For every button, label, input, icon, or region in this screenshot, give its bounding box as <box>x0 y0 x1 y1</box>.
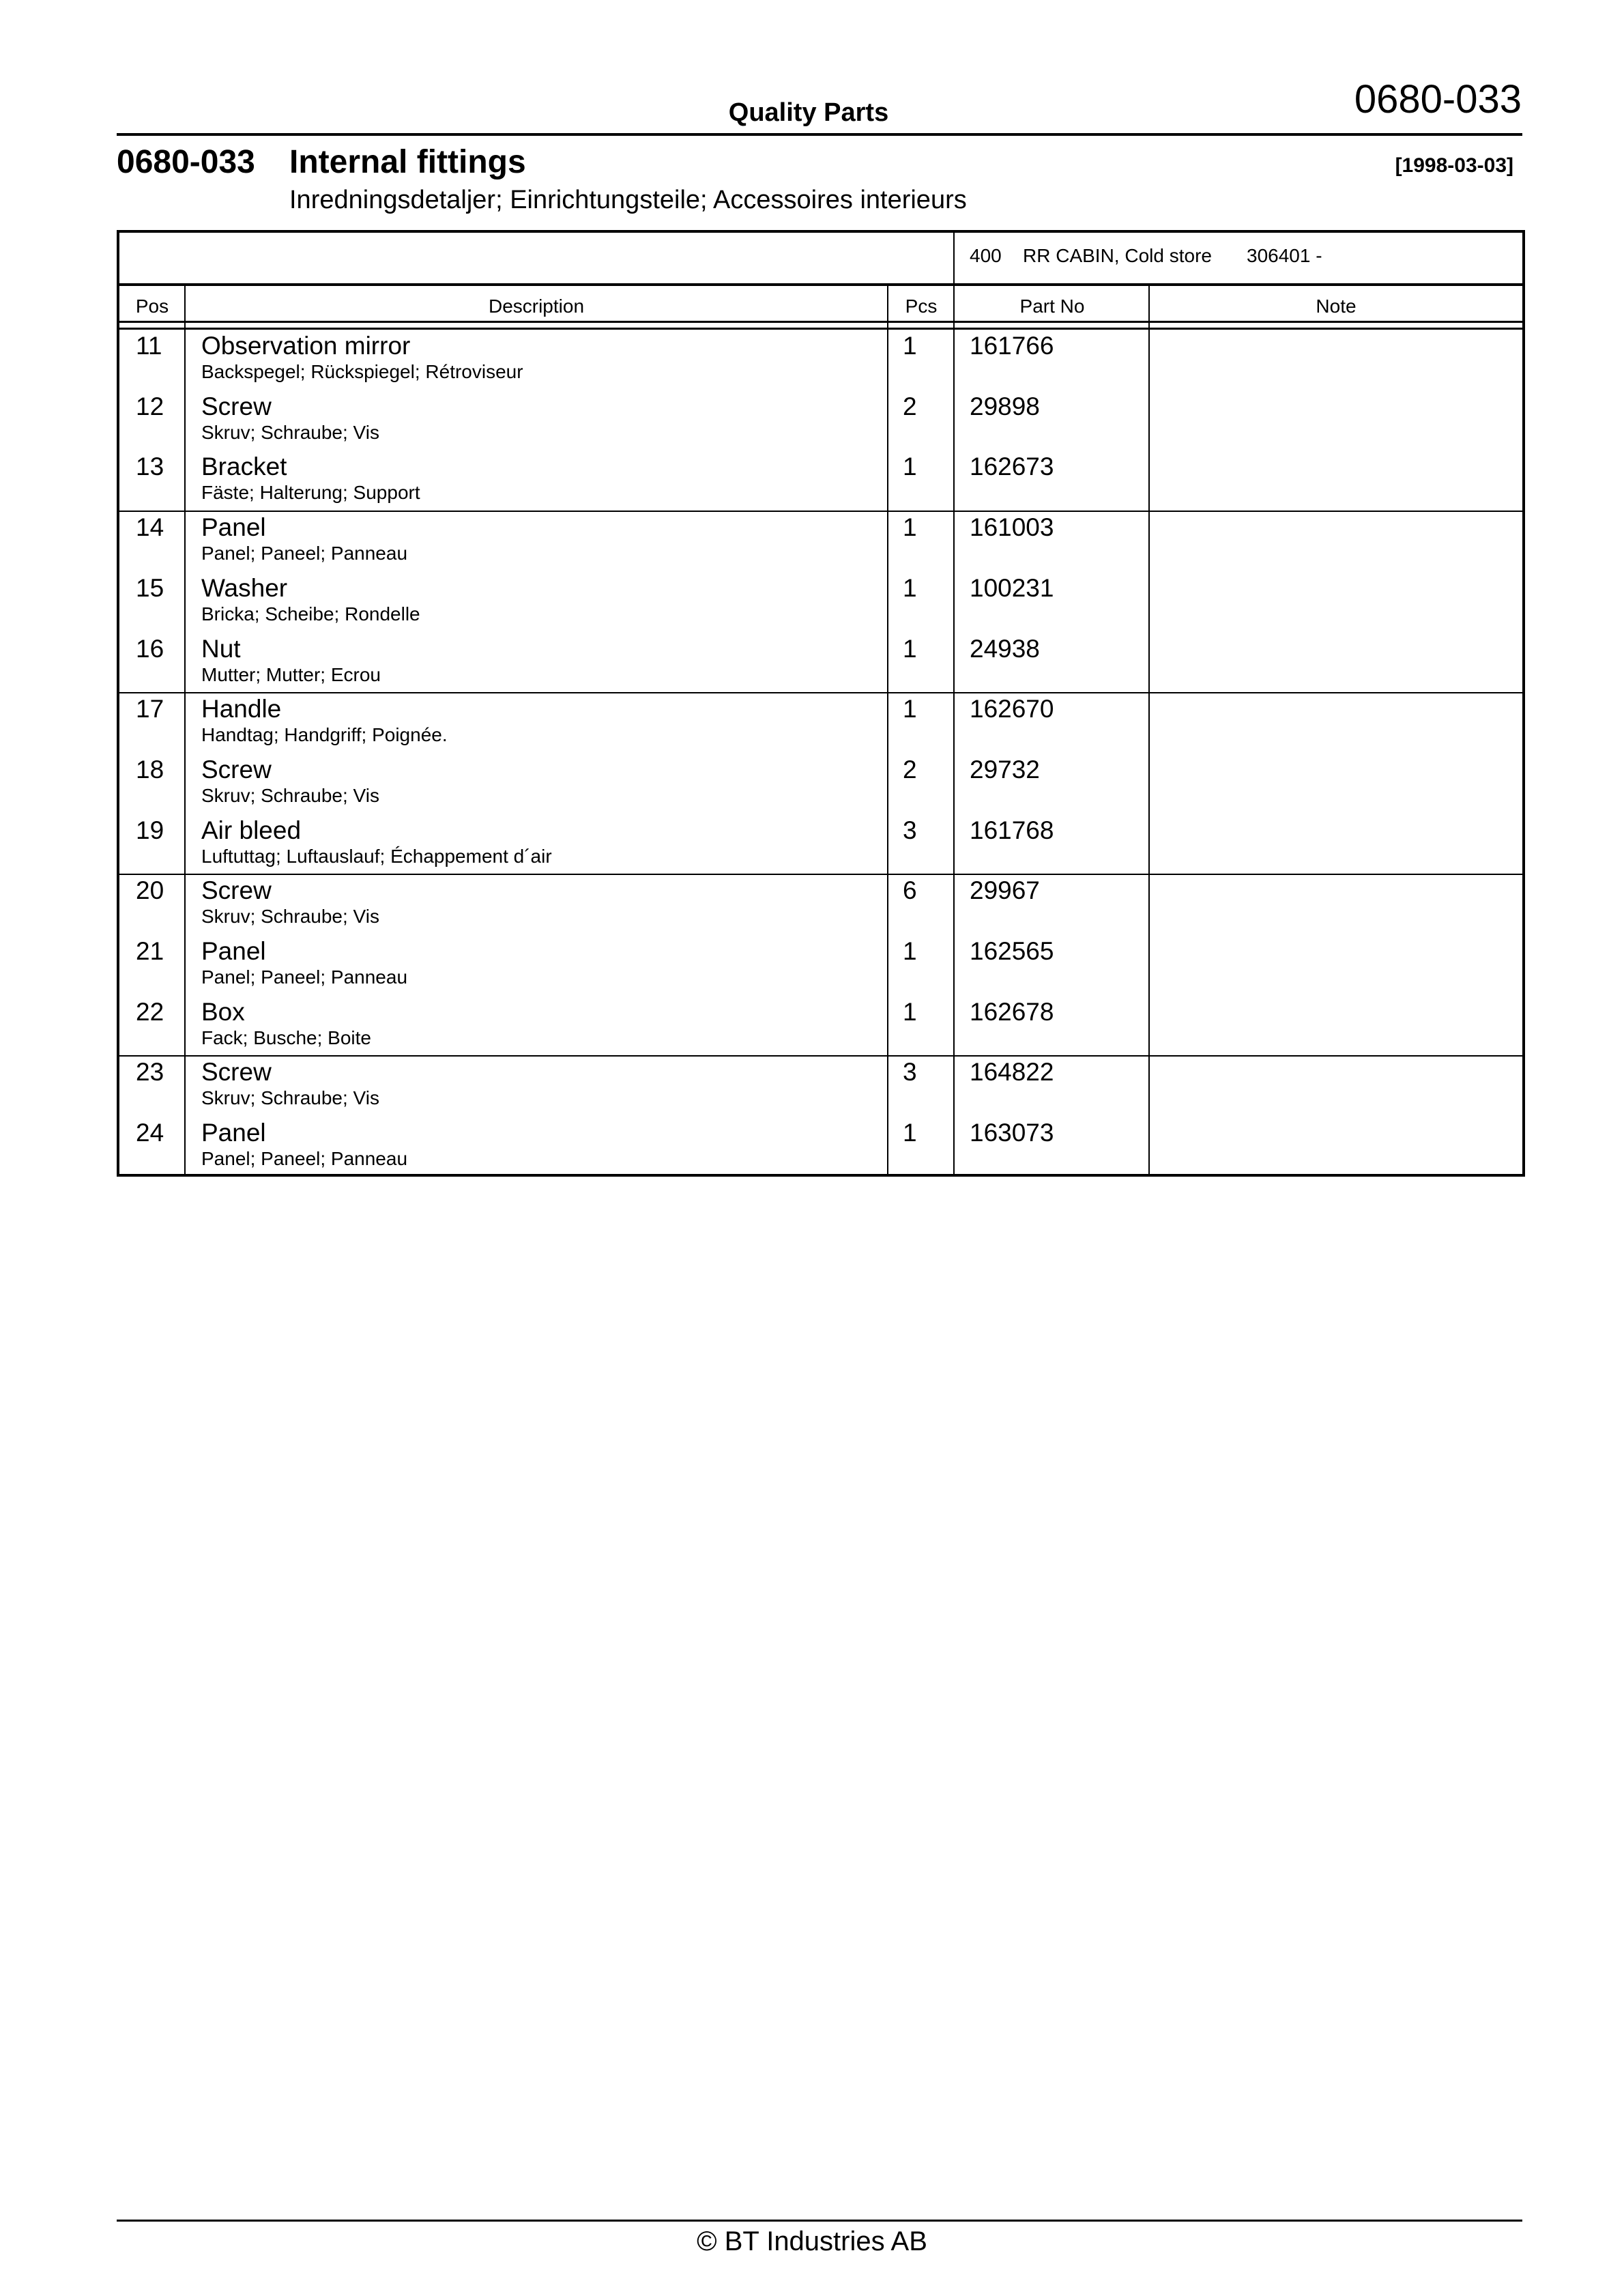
row-name: Nut <box>201 634 241 663</box>
row-name: Panel <box>201 513 266 542</box>
row-name: Screw <box>201 1058 272 1087</box>
row-pcs: 1 <box>903 453 917 481</box>
table-row <box>119 633 1522 693</box>
table-row <box>119 996 1522 1057</box>
row-name: Bracket <box>201 453 287 481</box>
row-pcs: 1 <box>903 332 917 360</box>
row-pcs: 3 <box>903 1058 917 1087</box>
row-part-no: 161768 <box>970 816 1054 844</box>
row-name: Screw <box>201 392 272 420</box>
copyright: © BT Industries AB <box>697 2226 927 2256</box>
row-translation: Skruv; Schraube; Vis <box>201 784 379 806</box>
row-translation: Skruv; Schraube; Vis <box>201 906 379 928</box>
row-translation: Panel; Paneel; Panneau <box>201 966 408 988</box>
row-name: Screw <box>201 876 272 905</box>
col-header-note: Note <box>1316 296 1357 317</box>
table-row <box>119 935 1522 996</box>
col-header-pcs: Pcs <box>905 296 938 317</box>
row-pcs: 3 <box>903 816 917 844</box>
row-pos: 12 <box>136 392 164 420</box>
row-translation: Handtag; Handgriff; Poignée. <box>201 724 448 746</box>
row-part-no: 162673 <box>970 453 1054 481</box>
table-row <box>119 511 1522 572</box>
table-row <box>119 390 1522 451</box>
table-row <box>119 572 1522 633</box>
row-part-no: 24938 <box>970 634 1040 663</box>
table-row <box>119 450 1522 511</box>
row-pcs: 1 <box>903 1119 917 1147</box>
row-part-no: 162678 <box>970 997 1054 1026</box>
divider <box>119 321 1522 323</box>
row-pos: 20 <box>136 876 164 905</box>
header-title: Quality Parts <box>728 98 889 127</box>
section-code: 0680-033 <box>117 144 255 180</box>
model-name: RR CABIN, Cold store <box>1023 245 1212 266</box>
header-rule <box>117 133 1522 136</box>
row-translation: Fäste; Halterung; Support <box>201 482 420 504</box>
row-part-no: 163073 <box>970 1119 1054 1147</box>
row-translation: Panel; Paneel; Panneau <box>201 1148 408 1170</box>
table-row <box>119 330 1522 390</box>
table-row <box>119 874 1522 935</box>
row-part-no: 162670 <box>970 695 1054 723</box>
row-pos: 13 <box>136 453 164 481</box>
row-pos: 15 <box>136 573 164 602</box>
row-pos: 17 <box>136 695 164 723</box>
row-translation: Bricka; Scheibe; Rondelle <box>201 603 420 625</box>
model-number: 400 <box>970 245 1002 266</box>
table-row <box>119 1117 1522 1177</box>
model-serial: 306401 - <box>1247 245 1322 266</box>
row-pcs: 2 <box>903 392 917 420</box>
table-row <box>119 754 1522 814</box>
row-name: Panel <box>201 1119 266 1147</box>
row-pos: 23 <box>136 1058 164 1087</box>
col-header-part-no: Part No <box>1019 296 1085 317</box>
row-pcs: 6 <box>903 876 917 905</box>
row-part-no: 29898 <box>970 392 1040 420</box>
table-row <box>119 693 1522 754</box>
row-part-no: 29732 <box>970 755 1040 784</box>
row-name: Observation mirror <box>201 332 411 360</box>
row-translation: Fack; Busche; Boite <box>201 1027 372 1048</box>
table-row <box>119 1056 1522 1117</box>
row-pos: 22 <box>136 997 164 1026</box>
row-translation: Mutter; Mutter; Ecrou <box>201 663 381 685</box>
col-header-pos: Pos <box>135 296 169 317</box>
row-pcs: 1 <box>903 634 917 663</box>
row-name: Box <box>201 997 245 1026</box>
row-part-no: 29967 <box>970 876 1040 905</box>
row-translation: Skruv; Schraube; Vis <box>201 421 379 443</box>
row-name: Panel <box>201 937 266 965</box>
row-name: Washer <box>201 573 288 602</box>
row-part-no: 161003 <box>970 513 1054 542</box>
row-pcs: 1 <box>903 695 917 723</box>
row-pos: 11 <box>136 332 162 360</box>
row-pos: 24 <box>136 1119 164 1147</box>
col-header-description: Description <box>488 296 585 317</box>
row-pcs: 1 <box>903 513 917 542</box>
row-pcs: 1 <box>903 997 917 1026</box>
row-pos: 18 <box>136 755 164 784</box>
row-pcs: 1 <box>903 937 917 965</box>
row-pos: 16 <box>136 634 164 663</box>
section-subtitle: Inredningsdetaljer; Einrichtungsteile; Accessoires interieurs <box>289 186 967 214</box>
row-translation: Luftuttag; Luftauslauf; Échappement d´air <box>201 845 552 867</box>
row-name: Handle <box>201 695 282 723</box>
row-translation: Panel; Paneel; Panneau <box>201 543 408 564</box>
row-translation: Skruv; Schraube; Vis <box>201 1087 379 1109</box>
section-date: [1998-03-03] <box>1395 154 1513 177</box>
page-code: 0680-033 <box>1354 77 1522 121</box>
row-part-no: 100231 <box>970 573 1054 602</box>
section-title: Internal fittings <box>289 144 526 180</box>
divider <box>119 283 1522 286</box>
parts-table <box>117 230 1525 1177</box>
row-pcs: 1 <box>903 573 917 602</box>
row-pcs: 2 <box>903 755 917 784</box>
row-part-no: 164822 <box>970 1058 1054 1087</box>
row-pos: 14 <box>136 513 164 542</box>
row-part-no: 162565 <box>970 937 1054 965</box>
table-row <box>119 814 1522 875</box>
row-translation: Backspegel; Rückspiegel; Rétroviseur <box>201 361 523 382</box>
row-name: Air bleed <box>201 816 302 844</box>
footer-rule <box>117 2220 1522 2222</box>
row-pos: 19 <box>136 816 164 844</box>
row-name: Screw <box>201 755 272 784</box>
row-part-no: 161766 <box>970 332 1054 360</box>
row-pos: 21 <box>136 937 164 965</box>
divider <box>953 233 955 285</box>
